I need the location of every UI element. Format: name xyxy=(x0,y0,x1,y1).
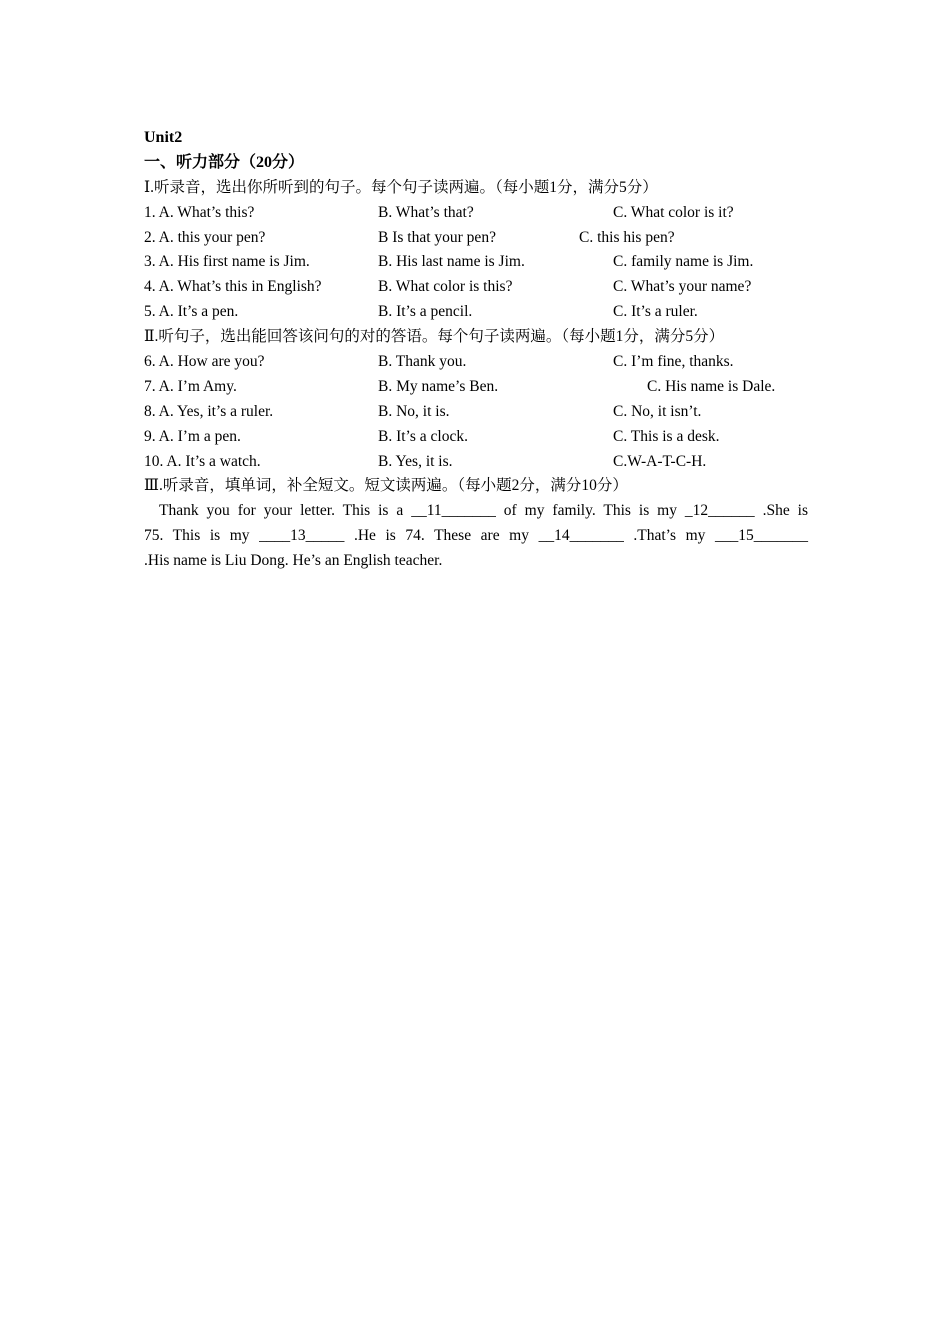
option-c: C.W-A-T-C-H. xyxy=(613,452,707,470)
option-c: C. What’s your name? xyxy=(613,278,752,296)
option-a: 6. A. How are you? xyxy=(144,353,265,371)
question-row xyxy=(144,226,808,251)
option-c: C. I’m fine, thanks. xyxy=(613,353,734,371)
option-b: B Is that your pen? xyxy=(378,228,496,246)
question-row xyxy=(144,250,808,275)
option-b: B. What’s that? xyxy=(378,203,474,221)
option-a: 9. A. I’m a pen. xyxy=(144,427,241,445)
option-a: 8. A. Yes, it’s a ruler. xyxy=(144,402,274,420)
option-b: B. His last name is Jim. xyxy=(378,253,525,271)
worksheet-page xyxy=(144,126,808,574)
option-c: C. this his pen? xyxy=(579,228,675,246)
question-row xyxy=(144,275,808,300)
paragraph-line: Thank you for your letter. This is a __11_______ of my family. This is my _12______ .She is xyxy=(159,502,808,520)
option-c: C. This is a desk. xyxy=(613,427,720,445)
part2-heading: Ⅱ.听句子，选出能回答该问句的对的答语。每个句子读两遍。（每小题1分，满分5分） xyxy=(144,328,725,346)
option-b: B. It’s a clock. xyxy=(378,427,468,445)
question-row xyxy=(144,201,808,226)
option-a: 7. A. I’m Amy. xyxy=(144,377,237,395)
option-b: B. No, it is. xyxy=(378,402,450,420)
option-b: B. It’s a pencil. xyxy=(378,303,473,321)
question-row xyxy=(144,300,808,325)
part3-heading: Ⅲ.听录音，填单词，补全短文。短文读两遍。（每小题2分，满分10分） xyxy=(144,477,628,495)
question-row xyxy=(144,450,808,475)
option-b: B. My name’s Ben. xyxy=(378,377,499,395)
option-b: B. Thank you. xyxy=(378,353,467,371)
paragraph-line: 75. This is my ____13_____ .He is 74. These are my __14_______ .That’s my ___15_______ xyxy=(144,527,808,545)
option-c: C. What color is it? xyxy=(613,203,734,221)
unit-title: Unit2 xyxy=(144,129,183,146)
part1-heading: Ⅰ.听录音，选出你所听到的句子。每个句子读两遍。（每小题1分，满分5分） xyxy=(144,178,658,196)
question-row xyxy=(144,375,808,400)
option-a: 5. A. It’s a pen. xyxy=(144,303,239,321)
cloze-paragraph xyxy=(144,499,808,574)
option-a: 10. A. It’s a watch. xyxy=(144,452,261,470)
option-c: C. It’s a ruler. xyxy=(613,303,698,321)
option-a: 3. A. His first name is Jim. xyxy=(144,253,310,271)
question-row xyxy=(144,425,808,450)
paragraph-line: .His name is Liu Dong. He’s an English teacher. xyxy=(144,552,443,570)
question-row xyxy=(144,400,808,425)
option-a: 2. A. this your pen? xyxy=(144,228,266,246)
section-heading-listening: 一、听力部分（20分） xyxy=(144,153,305,171)
option-c: C. No, it isn’t. xyxy=(613,402,702,420)
option-c: C. family name is Jim. xyxy=(613,253,754,271)
question-row xyxy=(144,350,808,375)
option-c: C. His name is Dale. xyxy=(647,377,776,395)
option-b: B. What color is this? xyxy=(378,278,513,296)
option-a: 4. A. What’s this in English? xyxy=(144,278,322,296)
option-b: B. Yes, it is. xyxy=(378,452,453,470)
option-a: 1. A. What’s this? xyxy=(144,203,255,221)
